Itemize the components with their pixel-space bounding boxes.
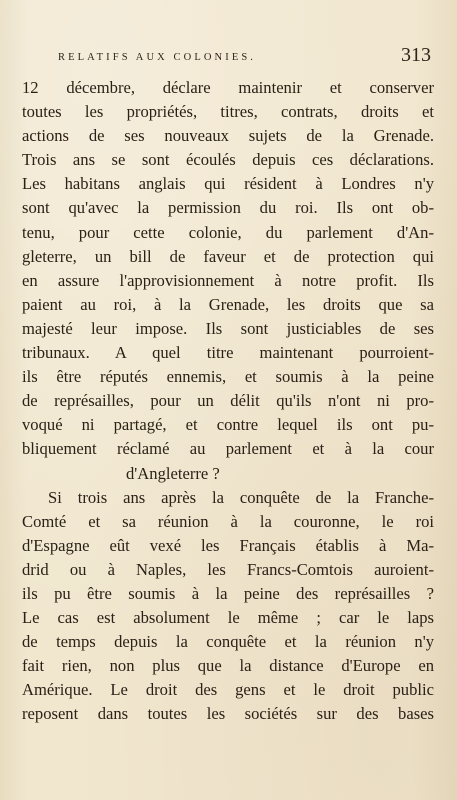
text-line: reposent dans toutes les sociétés sur des bases bbox=[22, 704, 434, 724]
text-line: drid ou à Naples, les Francs-Comtois auroient- bbox=[22, 559, 434, 579]
text-line: d'Angleterre ? bbox=[126, 463, 220, 483]
text-line: majesté leur impose. Ils sont justiciables de ses bbox=[22, 318, 434, 338]
text-line: tenu, pour cette colonie, du parlement d'An- bbox=[22, 222, 434, 242]
text-line: Les habitans anglais qui résident à Londres n'y bbox=[22, 174, 434, 194]
text-line: toutes les propriétés, titres, contrats, droits et bbox=[22, 102, 434, 122]
text-line: actions de ses nouveaux sujets de la Grenade. bbox=[22, 126, 434, 146]
running-head: RELATIFS AUX COLONIES. bbox=[58, 52, 256, 63]
text-line: de représailles, pour un délit qu'ils n'ont ni pro- bbox=[22, 391, 434, 411]
text-line: ils pu être soumis à la peine des représailles ? bbox=[22, 583, 434, 603]
text-line: ils être réputés ennemis, et soumis à la peine bbox=[22, 367, 434, 387]
text-line: en assure l'approvisionnement à notre profit. Ils bbox=[22, 270, 434, 290]
text-line: voqué ni partagé, et contre lequel ils ont pu- bbox=[22, 415, 434, 435]
text-line: d'Espagne eût vexé les Français établis à Ma- bbox=[22, 535, 434, 555]
text-line: paient au roi, à la Grenade, les droits que sa bbox=[22, 294, 434, 314]
text-line: sont qu'avec la permission du roi. Ils ont ob- bbox=[22, 198, 434, 218]
text-line: Le cas est absolument le même ; car le laps bbox=[22, 608, 434, 628]
text-line: Amérique. Le droit des gens et le droit public bbox=[22, 680, 434, 700]
text-line: Trois ans se sont écoulés depuis ces déclarations. bbox=[22, 150, 434, 170]
page-header bbox=[58, 44, 431, 70]
text-line: bliquement réclamé au parlement et à la cour bbox=[22, 439, 434, 459]
text-line: tribunaux. A quel titre maintenant pourroient- bbox=[22, 343, 434, 363]
text-line: Si trois ans après la conquête de la Franche- bbox=[48, 487, 434, 507]
page-number: 313 bbox=[401, 44, 431, 66]
text-line: de temps depuis la conquête et la réunion n'y bbox=[22, 632, 434, 652]
body-text bbox=[22, 76, 434, 727]
text-line: fait rien, non plus que la distance d'Europe en bbox=[22, 656, 434, 676]
text-line: gleterre, un bill de faveur et de protection qui bbox=[22, 246, 434, 266]
text-line: Comté et sa réunion à la couronne, le roi bbox=[22, 511, 434, 531]
text-line: 12 décembre, déclare maintenir et conserver bbox=[22, 78, 434, 97]
